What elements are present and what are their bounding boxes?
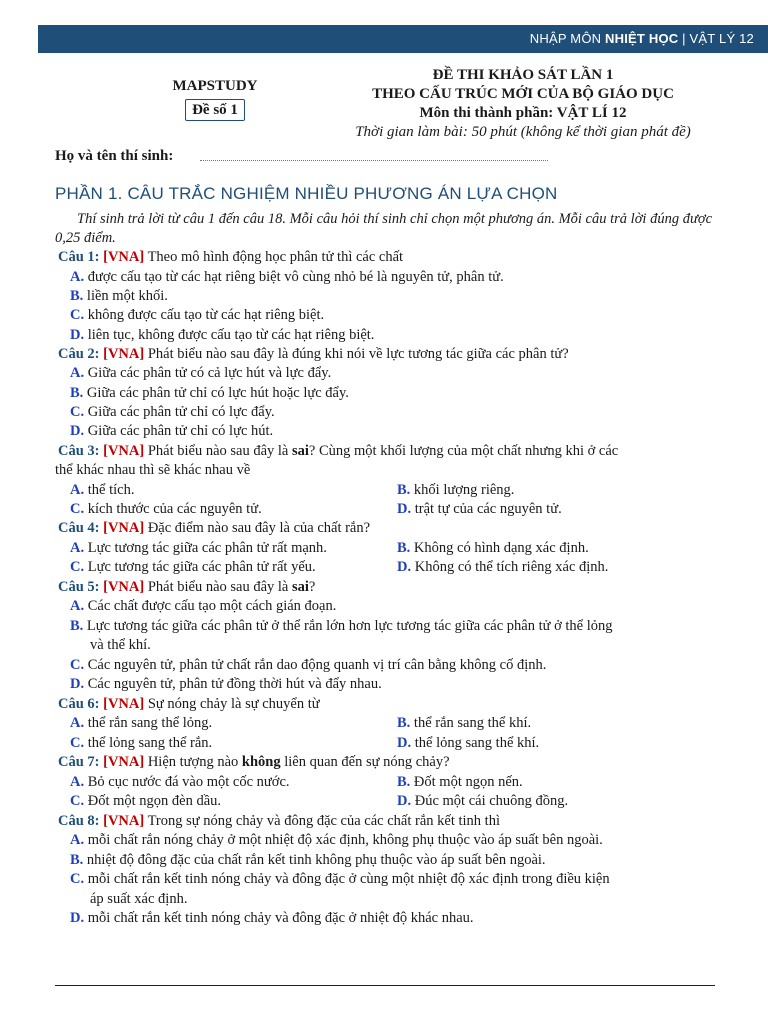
option-letter: D. (70, 327, 85, 343)
option-text: thể rắn sang thể khí. (413, 715, 532, 731)
question-text: Sự nóng chảy là sự chuyển từ (147, 696, 320, 712)
q2-option-d (70, 422, 273, 441)
option-letter: B. (397, 774, 411, 790)
candidate-name-line (200, 160, 548, 161)
option-letter: A. (70, 598, 85, 614)
q6-option-a (70, 714, 212, 733)
option-text: kích thước của các nguyên tử. (87, 501, 262, 517)
q6-option-c (70, 734, 212, 753)
option-letter: C. (70, 501, 85, 517)
exam-time: Thời gian làm bài: 50 phút (không kể thời gian phát đề) (355, 124, 691, 140)
q8-option-c-cont: áp suất xác định. (90, 891, 188, 907)
option-text: Đốt một ngọn nến. (413, 774, 523, 790)
question-number: Câu 2: (58, 346, 100, 362)
emphasis: sai (292, 579, 309, 595)
option-text: liên tục, không được cấu tạo từ các hạt riêng biệt. (87, 327, 375, 343)
option-letter: C. (70, 559, 85, 575)
q1-option-b (70, 287, 168, 306)
footer-rule (55, 985, 715, 986)
option-text: Giữa các phân tử có cả lực hút và lực đẩy. (87, 365, 332, 381)
option-letter: D. (70, 676, 85, 692)
option-letter: B. (397, 715, 411, 731)
option-text: Giữa các phân tử chỉ có lực hút hoặc lực đẩy. (86, 385, 349, 401)
option-text: Đốt một ngọn đèn dầu. (87, 793, 222, 809)
question-text-cont: liên quan đến sự nóng chảy? (280, 754, 450, 770)
banner-suffix: | VẬT LÝ 12 (678, 31, 754, 46)
option-text: Không có thể tích riêng xác định. (414, 559, 609, 575)
exam-id-block (110, 78, 320, 121)
option-letter: D. (397, 793, 412, 809)
question-text-cont: ? (308, 579, 316, 595)
question-2 (58, 345, 569, 364)
exam-title-2: THEO CẤU TRÚC MỚI CỦA BỘ GIÁO DỤC (372, 86, 674, 102)
emphasis: không (241, 754, 281, 770)
question-4 (58, 519, 370, 538)
q8-option-b (70, 851, 546, 870)
q4-option-d (397, 558, 608, 577)
question-number: Câu 8: (58, 813, 100, 829)
question-5 (58, 578, 315, 597)
question-text: Đặc điểm nào sau đây là của chất rắn? (147, 520, 371, 536)
q2-option-c (70, 403, 275, 422)
exam-subject: Môn thi thành phần: VẬT LÍ 12 (419, 105, 627, 121)
q1-option-c (70, 306, 324, 325)
emphasis: sai (292, 443, 309, 459)
question-text: Phát biểu nào sau đây là đúng khi nói về lực tương tác giữa các phân tử? (147, 346, 569, 362)
q7-option-b (397, 773, 523, 792)
question-1 (58, 248, 403, 267)
q3-option-b (397, 481, 514, 500)
q5-option-a (70, 597, 336, 616)
source-tag: [VNA] (103, 346, 145, 362)
option-letter: B. (70, 288, 84, 304)
option-letter: C. (70, 404, 85, 420)
option-text: mỗi chất rắn kết tinh nóng chảy và đông đặc ở nhiệt độ khác nhau. (87, 910, 474, 926)
q3-option-d (397, 500, 562, 519)
brand-name: MAPSTUDY (172, 78, 258, 94)
banner-prefix: NHẬP MÔN (529, 31, 606, 46)
option-text: Lực tương tác giữa các phân tử ở thể rắn lớn hơn lực tương tác giữa các phân tử ở thể lỏng (86, 618, 613, 634)
option-text: Lực tương tác giữa các phân tử rất yếu. (87, 559, 316, 575)
option-letter: B. (397, 540, 411, 556)
option-text: mỗi chất rắn kết tinh nóng chảy và đông đặc ở cùng một nhiệt độ xác định trong điều kiện (87, 871, 610, 887)
question-3-line2: thể khác nhau thì sẽ khác nhau về (55, 462, 251, 478)
q8-option-a (70, 831, 603, 850)
option-letter: D. (70, 910, 85, 926)
source-tag: [VNA] (103, 249, 145, 265)
question-number: Câu 3: (58, 443, 100, 459)
question-6 (58, 695, 320, 714)
exam-number-box: Đề số 1 (185, 99, 245, 121)
section-title: PHẦN 1. CÂU TRẮC NGHIỆM NHIỀU PHƯƠNG ÁN LỰA CHỌN (55, 184, 558, 203)
option-letter: B. (397, 482, 411, 498)
option-letter: A. (70, 269, 85, 285)
option-letter: D. (397, 735, 412, 751)
question-text-cont: ? Cùng một khối lượng của một chất nhưng khi ở các (308, 443, 619, 459)
option-letter: C. (70, 657, 85, 673)
source-tag: [VNA] (103, 754, 145, 770)
option-text: thể lỏng sang thể rắn. (87, 735, 213, 751)
option-text: thể tích. (87, 482, 135, 498)
q2-option-a (70, 364, 331, 383)
option-letter: B. (70, 385, 84, 401)
option-text: thể lỏng sang thể khí. (414, 735, 540, 751)
option-letter: C. (70, 871, 85, 887)
option-letter: A. (70, 365, 85, 381)
q8-option-d (70, 909, 474, 928)
option-text: thể rắn sang thể lỏng. (87, 715, 213, 731)
question-number: Câu 1: (58, 249, 100, 265)
option-text: Không có hình dạng xác định. (413, 540, 589, 556)
question-8 (58, 812, 500, 831)
option-text: khối lượng riêng. (413, 482, 515, 498)
source-tag: [VNA] (103, 813, 145, 829)
option-text: Các nguyên tử, phân tử đồng thời hút và đẩy nhau. (87, 676, 382, 692)
q6-option-b (397, 714, 531, 733)
q5-option-b (70, 617, 613, 636)
option-letter: D. (70, 423, 85, 439)
q5-option-d (70, 675, 382, 694)
question-number: Câu 7: (58, 754, 100, 770)
question-text: Theo mô hình động học phân tử thì các chất (147, 249, 404, 265)
q2-option-b (70, 384, 349, 403)
option-letter: C. (70, 735, 85, 751)
question-3 (58, 442, 618, 461)
question-number: Câu 5: (58, 579, 100, 595)
question-text: Phát biểu nào sau đây là (147, 443, 292, 459)
q8-option-c (70, 870, 610, 889)
candidate-name-label: Họ và tên thí sinh: (55, 148, 174, 164)
q7-option-c (70, 792, 221, 811)
option-text: trật tự của các nguyên tử. (414, 501, 562, 517)
source-tag: [VNA] (103, 696, 145, 712)
option-text: Các chất được cấu tạo một cách gián đoạn. (87, 598, 337, 614)
source-tag: [VNA] (103, 579, 145, 595)
q6-option-d (397, 734, 539, 753)
option-letter: C. (70, 793, 85, 809)
question-text: Hiện tượng nào (147, 754, 242, 770)
question-number: Câu 6: (58, 696, 100, 712)
banner-bold: NHIỆT HỌC (605, 31, 679, 46)
option-text: được cấu tạo từ các hạt riêng biệt vô cùng nhỏ bé là nguyên tử, phân tử. (87, 269, 504, 285)
q4-option-c (70, 558, 316, 577)
option-letter: B. (70, 852, 84, 868)
option-letter: B. (70, 618, 84, 634)
header-banner (38, 25, 768, 53)
source-tag: [VNA] (103, 520, 145, 536)
source-tag: [VNA] (103, 443, 145, 459)
q1-option-d (70, 326, 374, 345)
section-instructions: Thí sinh trả lời từ câu 1 đến câu 18. Mỗi câu hỏi thí sinh chỉ chọn một phương án. Mỗi câu trả lời đúng được 0,25 điểm. (55, 211, 713, 246)
q5-option-c (70, 656, 546, 675)
option-letter: A. (70, 774, 85, 790)
option-letter: A. (70, 540, 85, 556)
option-text: mỗi chất rắn nóng chảy ở một nhiệt độ xác định, không phụ thuộc vào áp suất bên ngoài. (87, 832, 603, 848)
option-letter: D. (397, 559, 412, 575)
q4-option-a (70, 539, 327, 558)
option-text: nhiệt độ đông đặc của chất rắn kết tinh không phụ thuộc vào áp suất bên ngoài. (86, 852, 546, 868)
exam-title-1: ĐỀ THI KHẢO SÁT LẦN 1 (432, 67, 614, 83)
option-text: Giữa các phân tử chỉ có lực hút. (87, 423, 274, 439)
option-text: Bỏ cục nước đá vào một cốc nước. (87, 774, 290, 790)
option-letter: C. (70, 307, 85, 323)
q1-option-a (70, 268, 504, 287)
option-text: Các nguyên tử, phân tử chất rắn dao động quanh vị trí cân bằng không cố định. (87, 657, 547, 673)
question-7 (58, 753, 450, 772)
q4-option-b (397, 539, 589, 558)
option-text: không được cấu tạo từ các hạt riêng biệt. (87, 307, 325, 323)
option-text: Lực tương tác giữa các phân tử rất mạnh. (87, 540, 327, 556)
exam-title-block (318, 66, 728, 142)
q3-option-a (70, 481, 134, 500)
question-text: Trong sự nóng chảy và đông đặc của các chất rắn kết tinh thì (147, 813, 500, 829)
q7-option-d (397, 792, 568, 811)
option-letter: A. (70, 832, 85, 848)
question-text: Phát biểu nào sau đây là (147, 579, 292, 595)
q5-option-b-cont: và thể khí. (90, 637, 151, 653)
option-letter: A. (70, 715, 85, 731)
option-text: liền một khối. (86, 288, 168, 304)
q3-option-c (70, 500, 262, 519)
option-letter: D. (397, 501, 412, 517)
option-text: Đúc một cái chuông đồng. (414, 793, 569, 809)
option-text: Giữa các phân tử chỉ có lực đẩy. (87, 404, 275, 420)
option-letter: A. (70, 482, 85, 498)
question-number: Câu 4: (58, 520, 100, 536)
q7-option-a (70, 773, 290, 792)
